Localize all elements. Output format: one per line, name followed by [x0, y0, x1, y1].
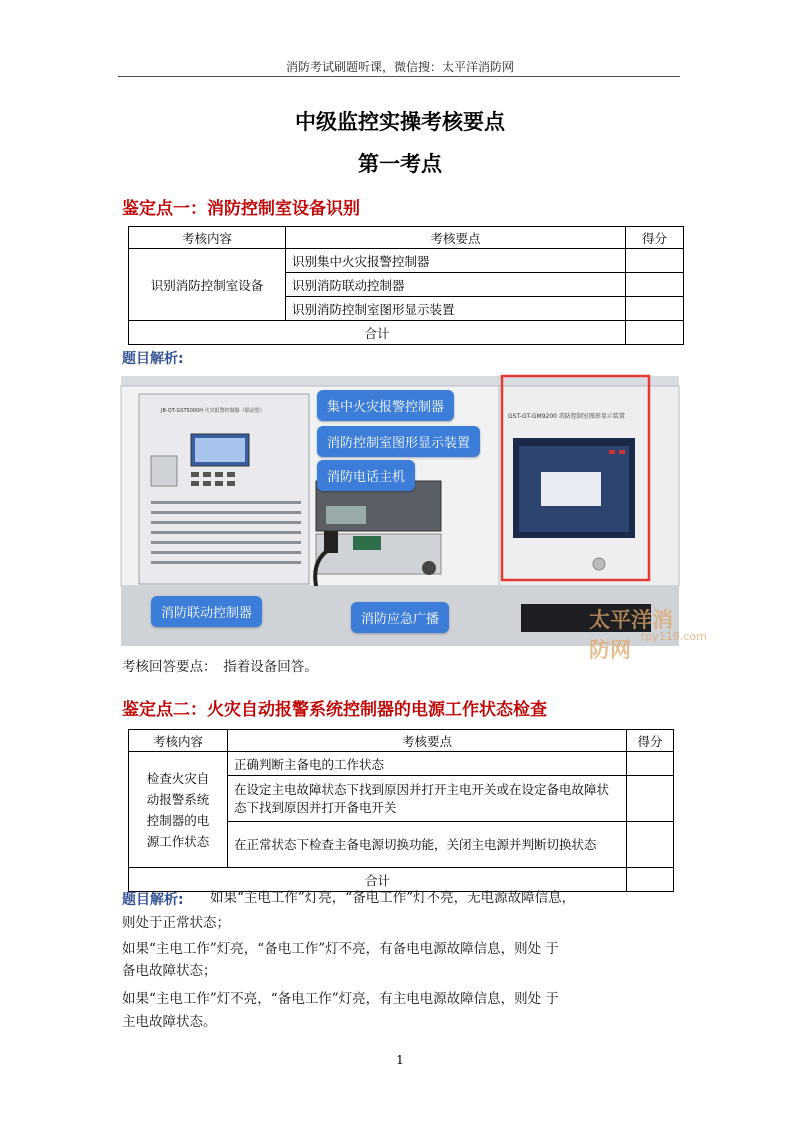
analysis-label-1: 题目解析:	[122, 351, 184, 367]
analysis-line: 则处于正常状态；	[122, 915, 230, 931]
content-line: 控制器的电	[146, 812, 210, 828]
equipment-photo	[121, 376, 707, 662]
content-line: 动报警系统	[146, 791, 210, 807]
table-cell: 在正常状态下检查主备电源切换功能，关闭主电源并判断切换状态	[228, 822, 627, 868]
section2-table	[128, 729, 674, 892]
watermark-logo: 太平洋消防网	[589, 608, 673, 662]
section2-heading: 鉴定点二：火灾自动报警系统控制器的电源工作状态检查	[122, 700, 547, 720]
doc-title: 中级监控实操考核要点	[295, 110, 505, 134]
watermark-url: tpy119.com	[641, 630, 707, 643]
analysis-line: 如果“主电工作”灯亮，“备电工作”灯不亮，有备电电源故障信息，则处 于	[122, 941, 559, 957]
table-total: 合计	[129, 868, 627, 892]
table-header: 得分	[626, 227, 684, 249]
doc-subtitle: 第一考点	[358, 152, 442, 176]
table-header: 考核内容	[129, 730, 228, 752]
content-line: 源工作状态	[146, 833, 210, 849]
score-cell	[626, 297, 684, 321]
score-cell	[626, 273, 684, 297]
content-line: 检查火灾自	[146, 770, 210, 786]
callout-graphic-display: 消防控制室图形显示装置	[317, 426, 480, 457]
callout-emergency-broadcast: 消防应急广播	[351, 602, 449, 633]
table-header: 考核内容	[129, 227, 286, 249]
score-cell	[627, 752, 674, 776]
table-cell: 识别消防联动控制器	[286, 273, 626, 297]
table-total: 合计	[129, 321, 626, 345]
answer-note: 考核回答要点： 指着设备回答。	[122, 659, 318, 675]
table-cell: 识别集中火灾报警控制器	[286, 249, 626, 273]
analysis-line: 主电故障状态。	[122, 1014, 217, 1030]
section1-heading: 鉴定点一：消防控制室设备识别	[122, 199, 360, 219]
score-cell	[627, 776, 674, 822]
table-header: 考核要点	[228, 730, 627, 752]
callout-fire-telephone: 消防电话主机	[317, 460, 415, 491]
page-number: 1	[396, 1053, 404, 1067]
score-cell	[627, 822, 674, 868]
table-cell: 在设定主电故障状态下找到原因并打开主电开关或在设定备电故障状态下找到原因并打开备电开关	[228, 776, 627, 822]
score-cell	[626, 321, 684, 345]
score-cell	[626, 249, 684, 273]
analysis-label-2: 题目解析:	[122, 892, 184, 908]
panel-left-label: JB-QT-GST5000H 火灾报警控制器（联动型）	[161, 408, 265, 414]
panel-right-label: GST-GT-GM9200 消防控制室图形显示装置	[508, 413, 625, 420]
page-header: 消防考试刷题听课，微信搜：太平洋消防网	[285, 60, 514, 74]
table-cell: 识别消防控制室设备	[129, 249, 286, 321]
analysis-line: 备电故障状态；	[122, 963, 217, 979]
table-cell	[129, 752, 228, 868]
header-divider	[118, 76, 680, 77]
table-header: 考核要点	[286, 227, 626, 249]
score-cell	[627, 868, 674, 892]
callout-fire-alarm-controller: 集中火灾报警控制器	[317, 390, 454, 421]
analysis-line: 如果“主电工作”灯亮，“备电工作”灯不亮，无电源故障信息，	[210, 890, 576, 906]
section1-table	[128, 226, 684, 345]
analysis-line: 如果“主电工作”灯不亮，“备电工作”灯亮，有主电电源故障信息，则处 于	[122, 991, 559, 1007]
table-cell: 识别消防控制室图形显示装置	[286, 297, 626, 321]
table-cell: 正确判断主备电的工作状态	[228, 752, 627, 776]
callout-linkage-controller: 消防联动控制器	[151, 596, 262, 627]
table-header: 得分	[627, 730, 674, 752]
